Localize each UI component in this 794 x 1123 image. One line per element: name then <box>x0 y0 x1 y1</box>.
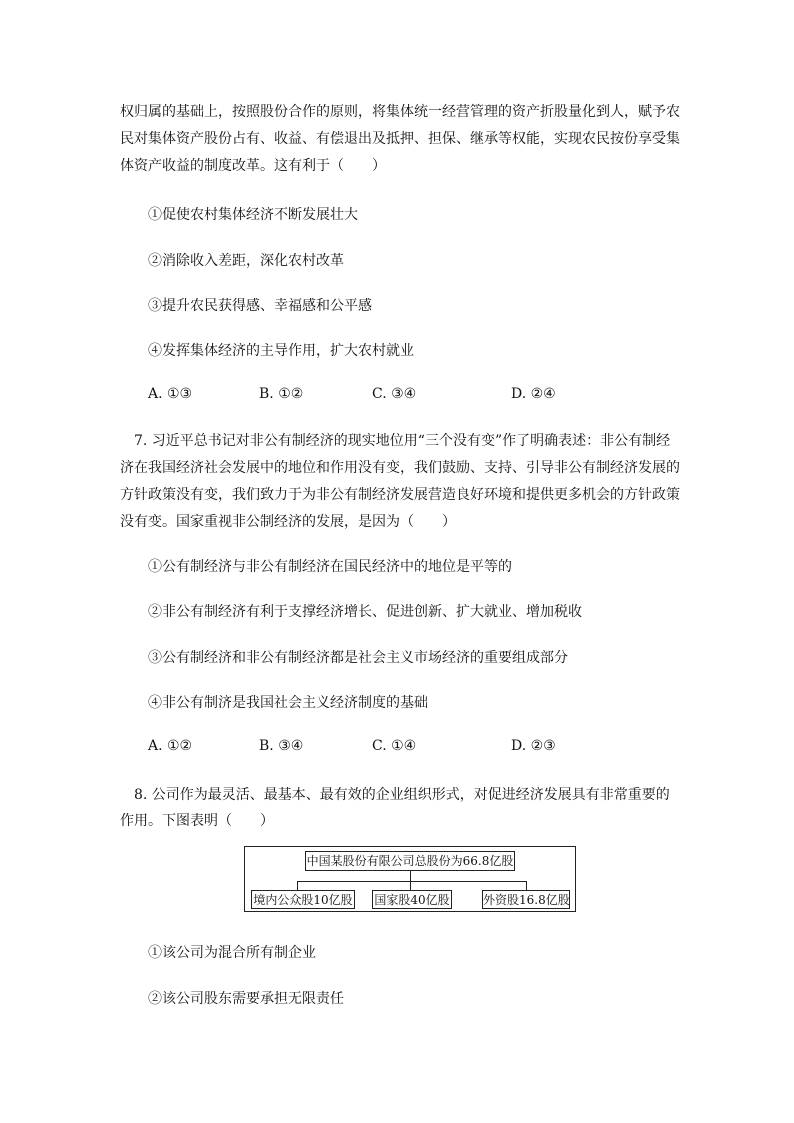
diagram-connector-left <box>297 881 298 890</box>
q6-statement-1: ①促使农村集体经济不断发展壮大 <box>148 207 358 223</box>
q8-statement-1: ①该公司为混合所有制企业 <box>148 945 316 961</box>
q6-statement-2: ②消除收入差距，深化农村改革 <box>148 253 344 269</box>
diagram-child-foreign: 外资股16.8亿股 <box>482 890 570 909</box>
q7-choice-c[interactable]: C. ①④ <box>372 738 417 754</box>
q7-statement-2: ②非公有制经济有利于支撑经济增长、促进创新、扩大就业、增加税收 <box>148 604 582 620</box>
q7-statement-3: ③公有制经济和非公有制经济都是社会主义市场经济的重要组成部分 <box>148 650 568 666</box>
q8-stem-line-2: 作用。下图表明（ ） <box>120 813 274 829</box>
q6-choice-d[interactable]: D. ②④ <box>511 386 556 402</box>
q7-stem-line-1: 7. 习近平总书记对非公有制经济的现实地位用“三个没有变”作了明确表述：非公有制经 <box>134 433 671 449</box>
q6-statement-3: ③提升农民获得感、幸福感和公平感 <box>148 298 372 314</box>
q8-stem-line-1: 8. 公司作为最灵活、最基本、最有效的企业组织形式，对促进经济发展具有非常重要的 <box>134 787 670 803</box>
q6-stem-line-3: 体资产收益的制度改革。这有利于（ ） <box>120 158 386 174</box>
diagram-connector-right <box>526 881 527 890</box>
q7-choice-b[interactable]: B. ③④ <box>259 738 304 754</box>
q7-choice-a[interactable]: A. ①② <box>148 738 193 754</box>
q8-statement-2: ②该公司股东需要承担无限责任 <box>148 991 344 1007</box>
diagram-child-domestic-public: 境内公众股10亿股 <box>251 890 355 909</box>
q7-stem-line-3: 方针政策没有变，我们致力于为非公有制经济发展营造良好环境和提供更多机会的方针政策 <box>120 487 680 503</box>
q6-stem-line-1: 权归属的基础上，按照股份合作的原则，将集体统一经营管理的资产折股量化到人，赋予农 <box>120 104 680 120</box>
diagram-root-box: 中国某股份有限公司总股份为66.8亿股 <box>305 851 515 871</box>
q6-choice-b[interactable]: B. ①② <box>259 386 304 402</box>
q6-stem-line-2: 民对集体资产股份占有、收益、有偿退出及抵押、担保、继承等权能，实现农民按份享受集 <box>120 131 680 147</box>
q7-stem-line-2: 济在我国经济社会发展中的地位和作用没有变，我们鼓励、支持、引导非公有制经济发展的 <box>120 460 680 476</box>
diagram-connector-middle <box>410 881 411 890</box>
q7-statement-4: ④非公有制济是我国社会主义经济制度的基础 <box>148 695 428 711</box>
q6-statement-4: ④发挥集体经济的主导作用，扩大农村就业 <box>148 343 414 359</box>
diagram-connector-bar <box>297 881 526 882</box>
q7-choice-d[interactable]: D. ②③ <box>511 738 556 754</box>
q7-statement-1: ①公有制经济与非公有制经济在国民经济中的地位是平等的 <box>148 559 512 575</box>
diagram-child-state: 国家股40亿股 <box>372 890 452 909</box>
q7-stem-line-4: 没有变。国家重视非公制经济的发展，是因为（ ） <box>120 514 456 530</box>
q6-choice-c[interactable]: C. ③④ <box>372 386 417 402</box>
diagram-connector-stem <box>410 871 411 881</box>
share-structure-diagram <box>244 846 576 912</box>
q6-choice-a[interactable]: A. ①③ <box>148 386 193 402</box>
